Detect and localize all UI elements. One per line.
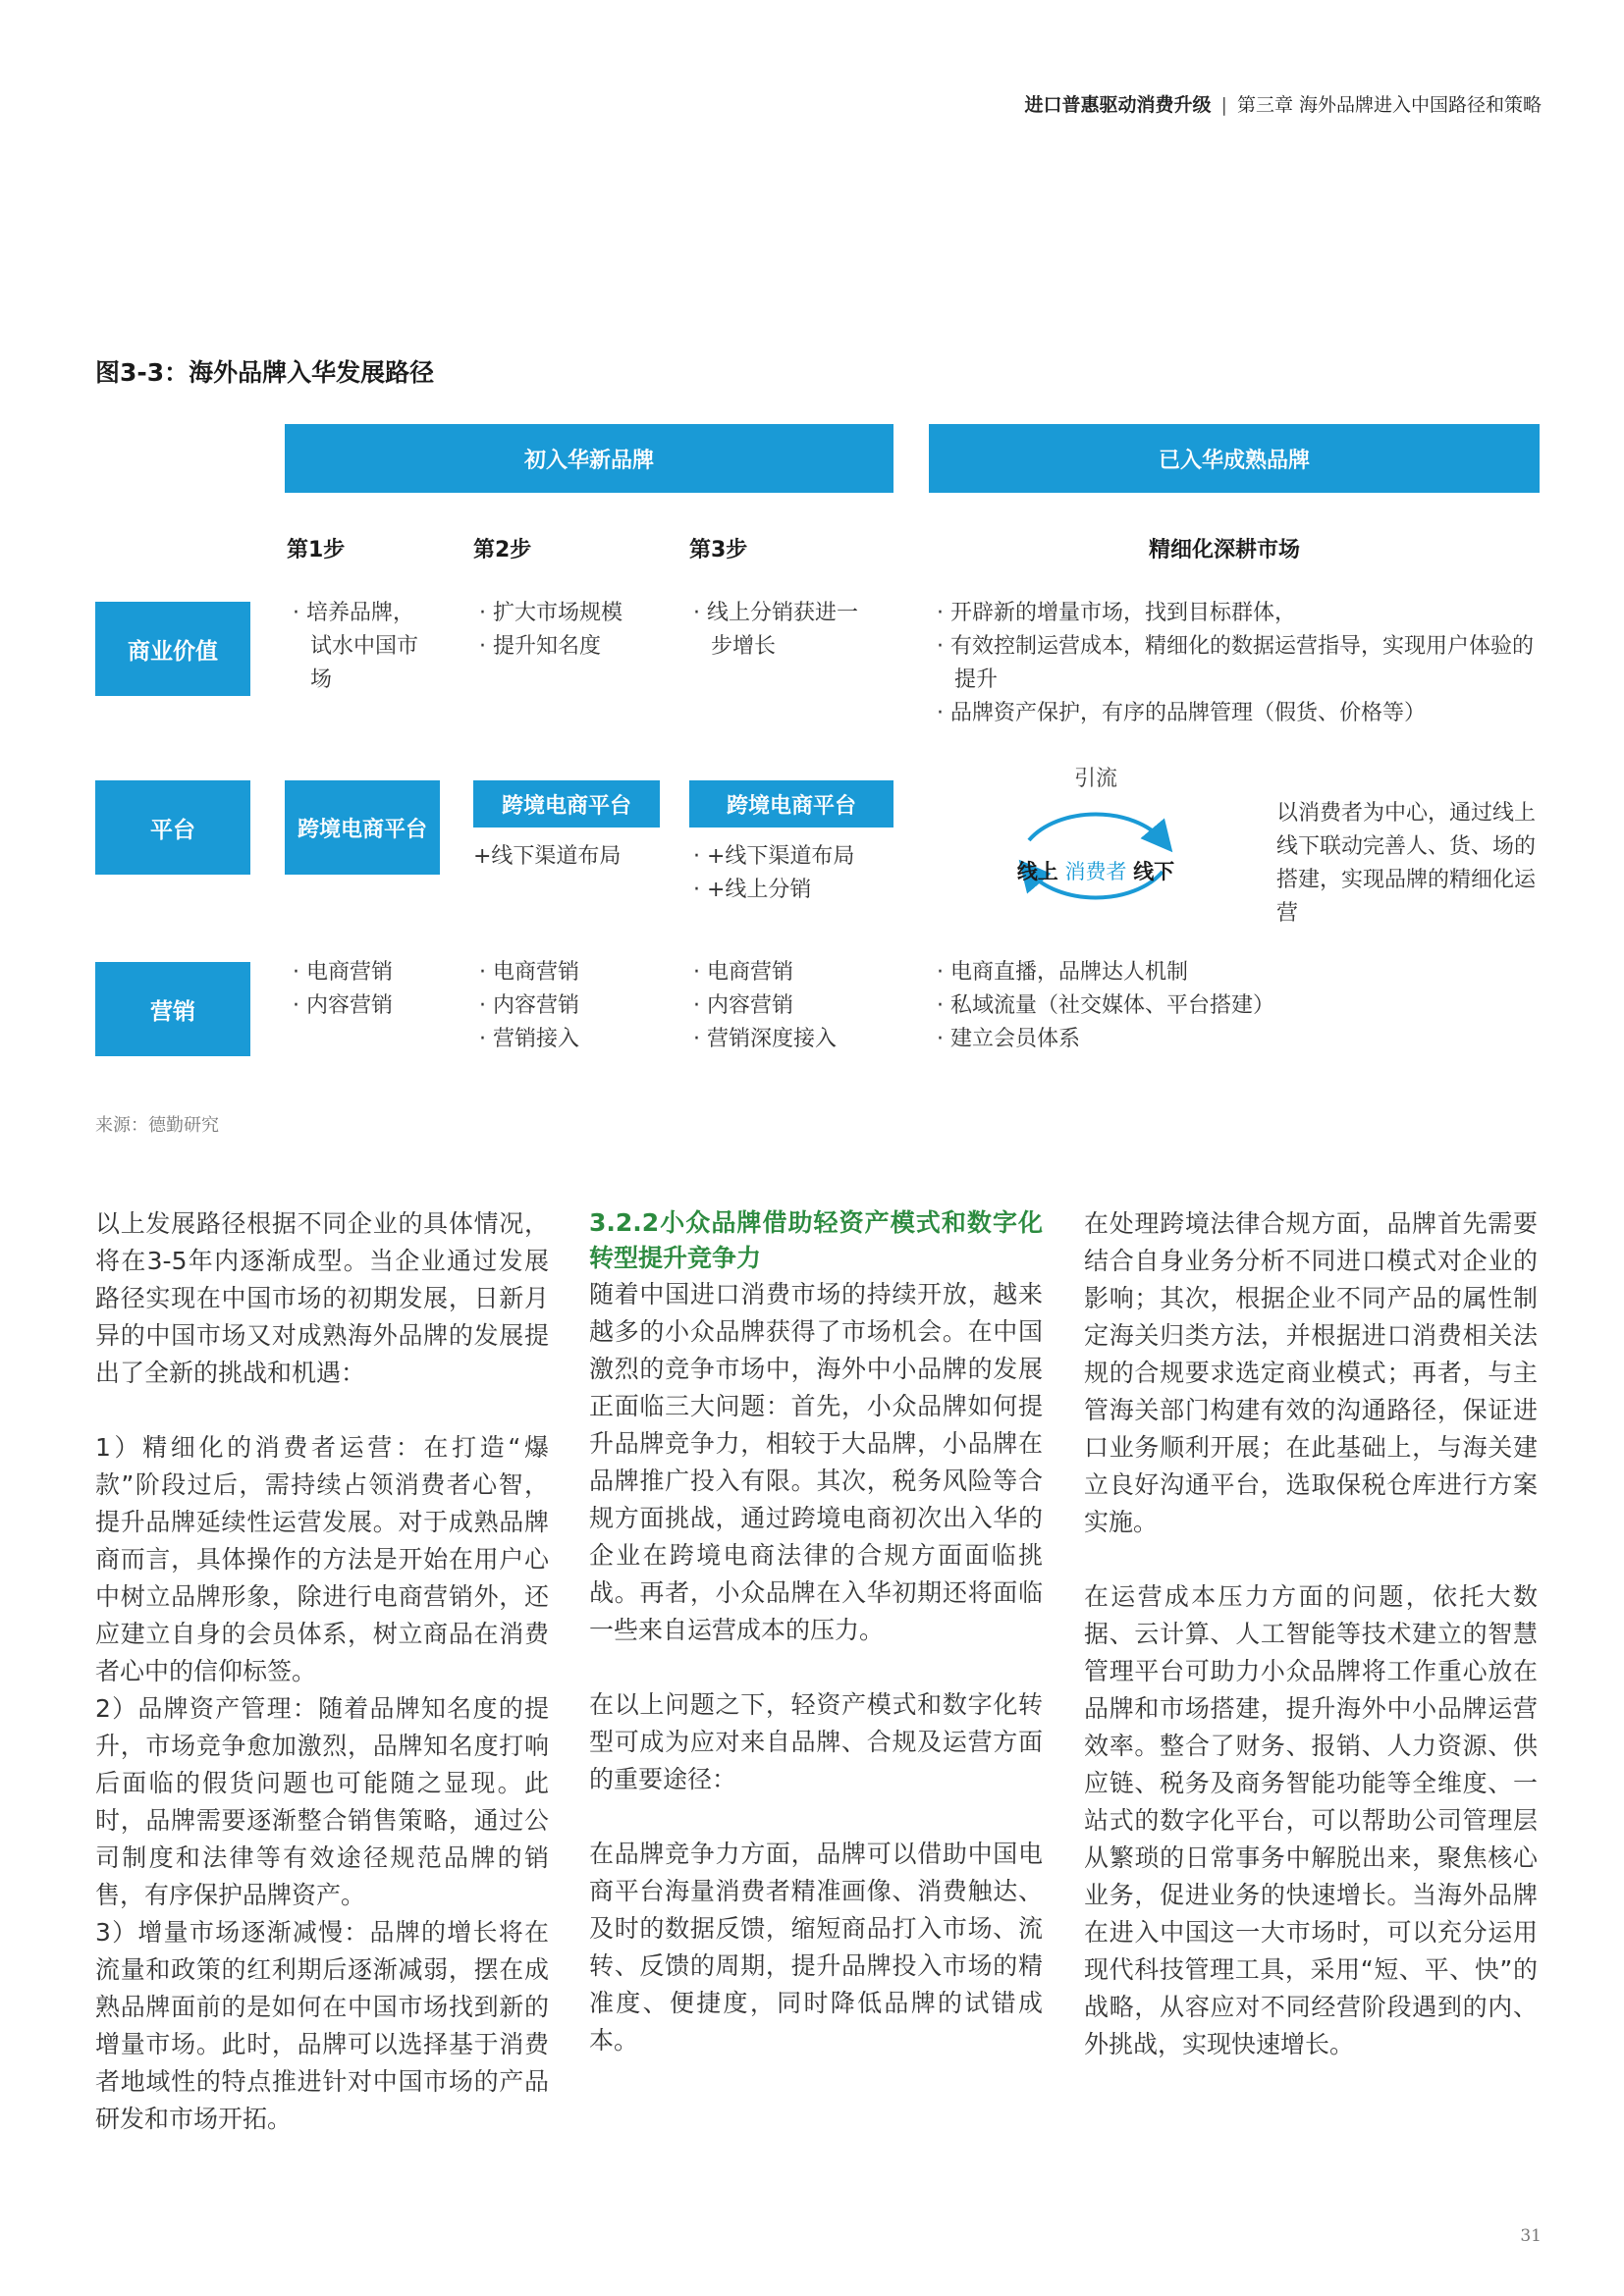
paragraph: 在运营成本压力方面的问题，依托大数据、云计算、人工智能等技术建立的智慧管理平台可助力小众品牌将工作重心放在品牌和市场搭建，提升海外中小品牌运营效率。整合了财务、报销、人力资源、供应链、税务及商务智能功能等全维度、一站式的数字化平台，可以帮助公司管理层从繁琐的日常事务中解脱出来，聚焦核心业务，促进业务的快速增长。当海外品牌在进入中国这一大市场时，可以充分运用现代科技管理工具，采用“短、平、快”的战略，从容应对不同经营阶段遇到的内、外挑战，实现快速增长。 <box>1084 1582 1538 2058</box>
paragraph: 在以上问题之下，轻资产模式和数字化转型可成为应对来自品牌、合规及运营方面的重要途径： <box>589 1690 1043 1793</box>
list-item: · 电商营销 <box>479 960 580 985</box>
list-item: · 扩大市场规模 <box>479 601 623 625</box>
platform-step3-box: 跨境电商平台 <box>689 780 893 828</box>
business-step2 <box>479 597 676 664</box>
marketing-step3 <box>693 956 909 1056</box>
list-item: · 营销深度接入 <box>693 1027 838 1051</box>
cycle-arrows-icon <box>998 766 1194 942</box>
marketing-mature <box>937 956 1545 1056</box>
list-item: · 私域流量（社交媒体、平台搭建） <box>937 993 1275 1018</box>
list-item: · 有效控制运营成本，精细化的数据运营指导，实现用户体验的提升 <box>937 634 1535 692</box>
chapter-title: 第三章 海外品牌进入中国路径和策略 <box>1236 94 1542 116</box>
running-header <box>1025 90 1542 117</box>
business-step1 <box>293 597 418 697</box>
step3-header: 第3步 <box>689 538 748 562</box>
row-label-marketing: 营销 <box>95 962 250 1056</box>
page-number: 31 <box>1520 2226 1542 2246</box>
list-item: · 开辟新的增量市场，找到目标群体， <box>937 601 1297 625</box>
step1-header: 第1步 <box>287 538 346 562</box>
cycle-offline-label: 线下 <box>1133 860 1175 883</box>
list-item: · 线上分销获进一步增长 <box>693 601 859 659</box>
list-item: · 营销接入 <box>479 1027 580 1051</box>
platform-step2-text: +线下渠道布局 <box>473 844 622 869</box>
paragraph: 在处理跨境法律合规方面，品牌首先需要结合自身业务分析不同进口模式对企业的影响；其次，根据企业不同产品的属性制定海关归类方法，并根据进口消费相关法规的合规要求选定商业模式；再者，与主管海关部门构建有效的沟通路径，保证进口业务顺利开展；在此基础上，与海关建立良好沟通平台，选取保税仓库进行方案实施。 <box>1084 1209 1538 1536</box>
list-item: · 电商直播，品牌达人机制 <box>937 960 1189 985</box>
mature-header: 精细化深耕市场 <box>1149 538 1301 562</box>
list-item: · 内容营销 <box>293 993 394 1018</box>
list-item: · 电商营销 <box>293 960 394 985</box>
list-item: · 内容营销 <box>479 993 580 1018</box>
report-title: 进口普惠驱动消费升级 <box>1024 94 1212 116</box>
section-heading: 3.2.2小众品牌借助轻资产模式和数字化转型提升竞争力 <box>589 1208 1043 1272</box>
cycle-online-label: 线上 <box>1016 860 1058 883</box>
body-column-2 <box>589 1205 1043 2059</box>
consumer-cycle-diagram <box>998 766 1194 942</box>
body-column-1 <box>95 1205 549 2138</box>
platform-step1-box: 跨境电商平台 <box>285 780 440 875</box>
list-item: · 电商营销 <box>693 960 794 985</box>
step2-header: 第2步 <box>473 538 532 562</box>
business-mature <box>937 597 1545 730</box>
platform-mature-text: 以消费者为中心，通过线上线下联动完善人、货、场的搭建，实现品牌的精细化运营 <box>1276 801 1537 926</box>
platform-step3-items <box>693 840 899 907</box>
marketing-step2 <box>479 956 676 1056</box>
list-item: · +线下渠道布局 <box>693 844 855 869</box>
cycle-top-label: 引流 <box>1073 767 1117 791</box>
row-label-business: 商业价值 <box>95 602 250 696</box>
body-column-3 <box>1084 1205 1538 2063</box>
paragraph: 随着中国进口消费市场的持续开放，越来越多的小众品牌获得了市场机会。在中国激烈的竞争市场中，海外中小品牌的发展正面临三大问题：首先，小众品牌如何提升品牌竞争力，相较于大品牌，小品牌在品牌推广投入有限。其次，税务风险等合规方面挑战，通过跨境电商初次出入华的企业在跨境电商法律的合规方面面临挑战。再者，小众品牌在入华初期还将面临一些来自运营成本的压力。 <box>589 1280 1043 1644</box>
row-label-platform: 平台 <box>95 780 250 875</box>
list-item: · 提升知名度 <box>479 634 602 659</box>
band-mature-brands: 已入华成熟品牌 <box>929 424 1540 493</box>
marketing-step1 <box>293 956 460 1023</box>
list-item: · 培养品牌，试水中国市场 <box>293 601 419 692</box>
paragraph: 2）品牌资产管理：随着品牌知名度的提升，市场竞争愈加激烈，品牌知名度打响后面临的假货问题也可能随之显现。此时，品牌需要逐渐整合销售策略，通过公司制度和法律等有效途径规范品牌的销售，有序保护品牌资产。 <box>95 1694 549 1909</box>
paragraph: 3）增量市场逐渐减慢：品牌的增长将在流量和政策的红利期后逐渐减弱，摆在成熟品牌面前的是如何在中国市场找到新的增量市场。此时，品牌可以选择基于消费者地域性的特点推进针对中国市场的产品研发和市场开拓。 <box>95 1918 549 2133</box>
band-new-brands: 初入华新品牌 <box>285 424 893 493</box>
figure-source: 来源：德勤研究 <box>95 1115 219 1136</box>
business-step3 <box>693 597 870 664</box>
figure-title: 图3-3：海外品牌入华发展路径 <box>95 358 435 387</box>
list-item: · 品牌资产保护，有序的品牌管理（假货、价格等） <box>937 701 1427 725</box>
platform-step2-box: 跨境电商平台 <box>473 780 660 828</box>
cycle-consumer-label: 消费者 <box>1064 860 1127 883</box>
list-item: · 建立会员体系 <box>937 1027 1081 1051</box>
paragraph: 1）精细化的消费者运营：在打造“爆款”阶段过后，需持续占领消费者心智，提升品牌延续性运营发展。对于成熟品牌商而言，具体操作的方法是开始在用户心中树立品牌形象，除进行电商营销外，还应建立自身的会员体系，树立商品在消费者心中的信仰标签。 <box>95 1433 549 1685</box>
list-item: · +线上分销 <box>693 878 812 902</box>
header-separator: | <box>1220 94 1227 116</box>
paragraph: 在品牌竞争力方面，品牌可以借助中国电商平台海量消费者精准画像、消费触达、及时的数据反馈，缩短商品打入市场、流转、反馈的周期，提升品牌投入市场的精准度、便捷度，同时降低品牌的试错成本。 <box>589 1840 1043 2055</box>
list-item: · 内容营销 <box>693 993 794 1018</box>
paragraph: 以上发展路径根据不同企业的具体情况，将在3-5年内逐渐成型。当企业通过发展路径实现在中国市场的初期发展，日新月异的中国市场又对成熟海外品牌的发展提出了全新的挑战和机遇： <box>95 1209 549 1387</box>
